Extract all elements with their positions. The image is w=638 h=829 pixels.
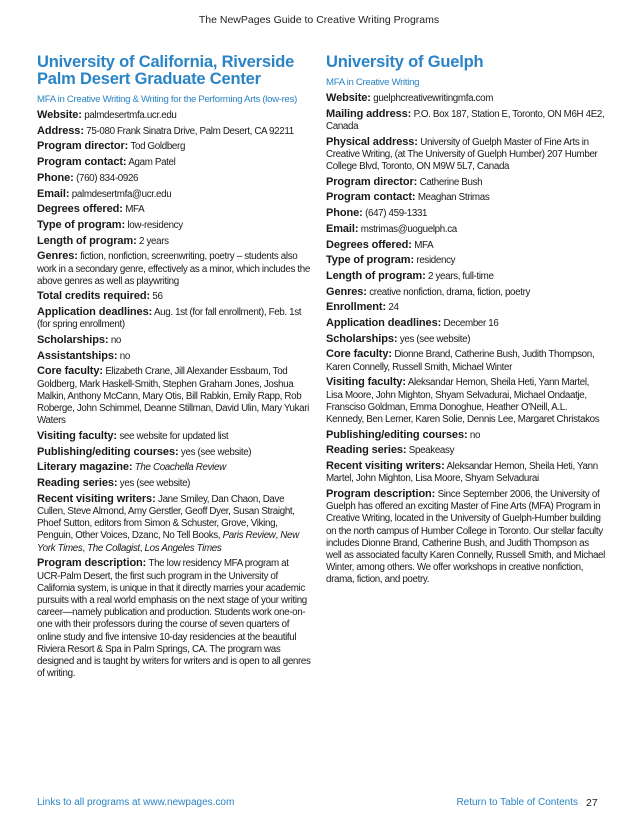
detail-value: mstrimas@uoguelph.ca — [360, 223, 457, 235]
detail-value: 2 years — [139, 235, 169, 247]
detail-label: Program director: — [37, 140, 129, 153]
publication-title: New York Times — [37, 530, 299, 554]
detail-label: Scholarships: — [326, 332, 398, 345]
detail-value: Meaghan Strimas — [417, 192, 490, 204]
detail-label: Website: — [326, 92, 371, 104]
detail-label: Degrees offered: — [326, 238, 412, 251]
detail-value: no — [110, 335, 122, 347]
detail-value: (760) 834-0926 — [76, 172, 139, 184]
detail-label: Scholarships: — [37, 334, 109, 347]
detail-value: (647) 459-1331 — [365, 208, 428, 220]
detail-value: Agam Patel — [128, 157, 176, 169]
program-details — [37, 109, 311, 680]
detail-row — [326, 348, 606, 373]
detail-row — [37, 172, 311, 185]
detail-row — [37, 219, 311, 232]
detail-row — [326, 223, 606, 236]
detail-label: Total credits required: — [37, 290, 151, 303]
detail-row — [326, 254, 606, 267]
detail-value: Tod Goldberg — [130, 141, 186, 153]
detail-row — [37, 188, 311, 201]
detail-row — [37, 250, 311, 288]
detail-label: Physical address: — [326, 135, 418, 148]
detail-value: palmdesertmfa.ucr.edu — [84, 110, 177, 121]
detail-value: MFA — [125, 204, 145, 216]
detail-label: Email: — [326, 222, 359, 235]
detail-label: Program contact: — [326, 191, 416, 204]
detail-row — [326, 239, 606, 252]
detail-label: Type of program: — [326, 254, 415, 267]
program-subtitle: MFA in Creative Writing & Writing for the Performing Arts (low-res) — [37, 94, 297, 105]
detail-label: Visiting faculty: — [326, 376, 406, 389]
detail-value: yes (see website) — [119, 478, 191, 490]
detail-value: Speakeasy — [408, 445, 455, 457]
detail-value: palmdesertmfa@ucr.edu — [71, 188, 172, 200]
detail-value: yes (see website) — [180, 446, 252, 458]
detail-row — [326, 270, 606, 283]
detail-label: Recent visiting writers: — [37, 492, 156, 505]
detail-row — [326, 429, 606, 442]
program-column-ucr — [37, 54, 311, 683]
detail-row — [37, 156, 311, 169]
detail-row — [37, 350, 311, 363]
detail-label: Visiting faculty: — [37, 429, 117, 442]
detail-value: 2 years, full-time — [428, 270, 494, 282]
detail-label: Length of program: — [37, 234, 137, 247]
program-subtitle: MFA in Creative Writing — [326, 77, 420, 88]
detail-value: P.O. Box 187, Station E, Toronto, ON M6H 4E2, Canada — [326, 108, 605, 132]
detail-row — [326, 444, 606, 457]
detail-label: Genres: — [37, 250, 78, 263]
detail-row — [37, 235, 311, 248]
detail-row — [326, 301, 606, 314]
publication-title: The Collagist — [87, 542, 140, 554]
detail-row — [37, 290, 311, 303]
detail-value: 56 — [152, 291, 163, 303]
detail-label: Length of program: — [326, 269, 426, 282]
detail-value: Since September 2006, the University of Guelph has offered an exciting Master of Fine Arts (MFA) Program in Creative Writing, located in the University of Guelph-Humber building on the north campus of Humber College in Toronto. Our stellar faculty includes Dionne Brand, Catherine Bush, and Judith Thompson as well as associated faculty Karen Connelly, Russell Smith, and Michael Winter, among others. We offer workshops in creative nonfiction, drama, fiction, and poetry. — [326, 488, 605, 586]
detail-label: Email: — [37, 187, 70, 200]
detail-row — [37, 109, 311, 122]
detail-row — [326, 286, 606, 299]
detail-value: no — [119, 350, 130, 362]
detail-row — [326, 333, 606, 346]
detail-row — [326, 108, 606, 133]
detail-value: Aleksandar Hemon, Sheila Heti, Yann Martel, Lisa Moore, John Mighton, Shyam Selvadurai, Michael Ondaatje, Fransciso Goldman, Emma Donoghue, Heather O'Neill, A.L. Kennedy, Ben Lerner, Karen Solie, Dennis Lee, Margaret Christakos — [326, 377, 600, 425]
program-title: University of Guelph — [326, 53, 484, 71]
detail-value: fiction, nonfiction, screenwriting, poetry – students also work in a secondary genre, effectively as a minor, which includes the above genres as well as playwriting — [37, 251, 310, 287]
detail-label: Reading series: — [37, 477, 118, 490]
detail-value: The Coachella Review — [134, 462, 226, 474]
detail-row — [326, 317, 606, 330]
detail-label: Assistantships: — [37, 349, 118, 362]
publication-title: Los Angeles Times — [144, 542, 222, 554]
detail-value: , — [275, 530, 281, 542]
detail-row — [37, 334, 311, 347]
program-title: University of California, Riverside Palm Desert Graduate Center — [37, 53, 295, 88]
detail-label: Type of program: — [37, 218, 126, 231]
detail-value: University of Guelph Master of Fine Arts in Creative Writing, (at The University of Guelph Humber) 207 Humber College Blvd, Toronto, ON M9W 5L7, Canada — [326, 136, 598, 173]
detail-value: see website for updated list — [119, 430, 229, 442]
publication-title: Paris Review — [222, 530, 276, 542]
detail-value: creative nonfiction, drama, fiction, poetry — [369, 286, 531, 298]
detail-value: December 16 — [443, 318, 499, 330]
detail-label: Website: — [37, 109, 82, 121]
detail-row — [37, 125, 311, 138]
detail-row — [37, 430, 311, 443]
detail-value: , — [82, 542, 88, 554]
running-header: The NewPages Guide to Creative Writing Programs — [198, 14, 440, 26]
detail-label: Program description: — [326, 487, 436, 500]
detail-row — [326, 92, 606, 105]
detail-label: Program director: — [326, 175, 418, 188]
detail-row — [37, 365, 311, 427]
detail-label: Publishing/editing courses: — [37, 445, 179, 458]
detail-label: Enrollment: — [326, 301, 387, 314]
detail-row — [37, 203, 311, 216]
detail-label: Degrees offered: — [37, 203, 123, 216]
page-number: 27 — [586, 797, 598, 809]
detail-row — [37, 493, 311, 555]
detail-row — [37, 306, 311, 331]
detail-label: Phone: — [37, 171, 74, 184]
detail-value: guelphcreativewritingmfa.com — [373, 93, 494, 104]
detail-value: Jane Smiley, Dan Chaon, Dave Cullen, Steve Almond, Amy Gerstler, Geoff Dyer, Susan Straight, Phoef Sutton, editors from Simon & Schuster, Grove, Viking, Penguin, Other Voices, Dzanc, No Tell Books, — [37, 493, 295, 542]
detail-row — [37, 140, 311, 153]
detail-label: Recent visiting writers: — [326, 460, 445, 473]
detail-label: Program contact: — [37, 156, 127, 169]
detail-value: Aleksandar Hemon, Sheila Heti, Yann Martel, John Mighton, Lisa Moore, Shyam Selvadurai — [326, 461, 598, 485]
detail-label: Publishing/editing courses: — [326, 428, 468, 441]
detail-row — [326, 136, 606, 174]
all-programs-link[interactable]: Links to all programs at www.newpages.com — [37, 797, 235, 808]
detail-value: Dionne Brand, Catherine Bush, Judith Thompson, Karen Connelly, Russell Smith, Michael Winter — [326, 349, 595, 373]
detail-row — [37, 477, 311, 490]
detail-row — [326, 207, 606, 220]
detail-label: Phone: — [326, 207, 363, 220]
detail-label: Core faculty: — [326, 348, 392, 361]
detail-label: Program description: — [37, 557, 147, 570]
detail-label: Application deadlines: — [326, 317, 442, 330]
detail-row — [326, 488, 606, 587]
detail-row — [37, 446, 311, 459]
detail-value: 75-080 Frank Sinatra Drive, Palm Desert, CA 92211 — [86, 125, 294, 137]
detail-value: 24 — [388, 302, 399, 314]
detail-value: , — [139, 542, 145, 554]
detail-row — [326, 460, 606, 485]
detail-value: low-residency — [127, 219, 183, 231]
detail-label: Mailing address: — [326, 107, 412, 120]
detail-row — [37, 461, 311, 474]
detail-value: Elizabeth Crane, Jill Alexander Essbaum, Tod Goldberg, Mark Haskell-Smith, Stephen Graham Jones, Joshua Malkin, Anthony McCann, Mary Otis, Bill Rabkin, Emily Rapp, Rob Roberge, John Schimmel, Deanne Stillman, David Ulin, Mary Yukari Waters — [37, 366, 309, 427]
program-details — [326, 92, 606, 587]
detail-row — [37, 557, 311, 680]
detail-value: residency — [416, 255, 456, 267]
detail-value: no — [469, 429, 481, 441]
detail-value: Aug. 1st (for fall enrollment), Feb. 1st (for spring enrollment) — [37, 307, 302, 331]
detail-value: Catherine Bush — [419, 176, 483, 188]
detail-label: Application deadlines: — [37, 306, 153, 319]
detail-label: Reading series: — [326, 444, 407, 457]
table-of-contents-link[interactable]: Return to Table of Contents — [456, 797, 578, 808]
detail-row — [326, 376, 606, 426]
program-column-guelph — [326, 54, 606, 589]
detail-value: yes (see website) — [399, 333, 471, 345]
detail-label: Literary magazine: — [37, 461, 133, 474]
detail-label: Genres: — [326, 285, 367, 298]
detail-label: Address: — [37, 124, 84, 137]
detail-row — [326, 191, 606, 204]
detail-value: MFA — [414, 239, 434, 251]
detail-label: Core faculty: — [37, 365, 103, 378]
detail-value: The low residency MFA program at UCR-Palm Desert, the first such program in the University of California system, is unique in that it directly marries your academic pursuits with a real world emphasis on the next stage of your writing career—namely publication and production. Students work one-on-one with their professors during the course of seven quarters of online study and five intensive 10-day residencies at the beautiful Riviera Resort & Spa in Palm Springs, CA. The program was designed and is taught by writers for writers and is open to all genres of writing. — [37, 558, 311, 680]
detail-row — [326, 176, 606, 189]
